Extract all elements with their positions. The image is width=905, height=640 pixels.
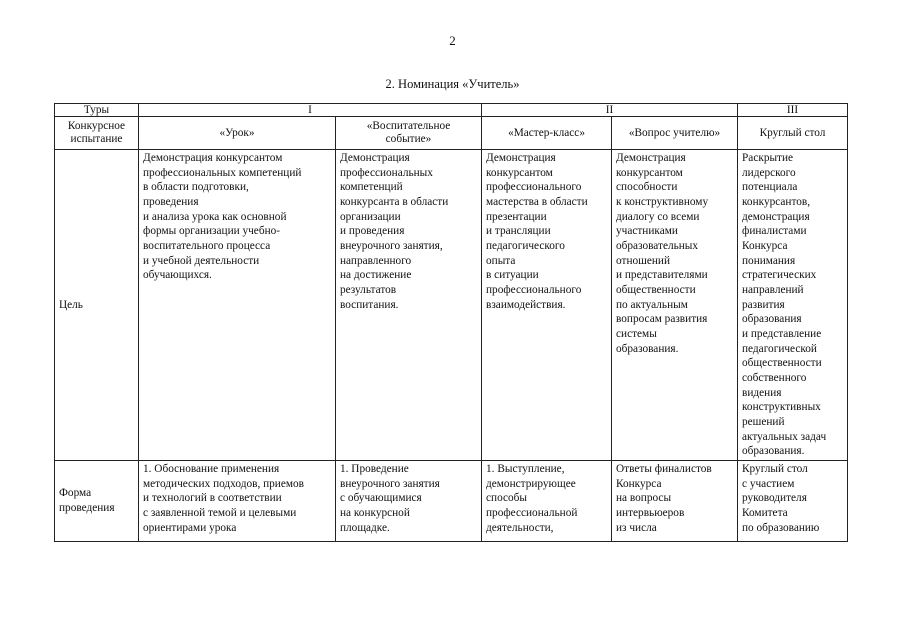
goal-label: Цель [55,150,139,461]
goal-cell: Демонстрация конкурсантом способности к конструктивному диалогу со всеми участниками образовательных отношений и представителями общественности по актуальным вопросам развития системы образования. [612,150,738,461]
competition-name-round-table: Круглый стол [738,117,848,150]
competition-name-educational-event: «Воспитательное событие» [336,117,482,150]
tours-row [55,104,848,117]
form-label: Форма проведения [55,461,139,542]
tour-3-header: III [738,104,848,117]
competition-name-question: «Вопрос учителю» [612,117,738,150]
competition-names-row [55,117,848,150]
competition-name-master-class: «Мастер-класс» [482,117,612,150]
nomination-table [54,103,848,542]
form-cell: 1. Обоснование применения методических подходов, приемов и технологий в соответствии с заявленной темой и целевыми ориентирами урока [139,461,336,542]
competition-label: Конкурсное испытание [55,117,139,150]
form-cell: 1. Выступление, демонстрирующее способы профессиональной деятельности, [482,461,612,542]
goal-cell: Раскрытие лидерского потенциала конкурсантов, демонстрация финалистами Конкурса понимания стратегических направлений развития образования и представление педагогической общественности собственного видения конструктивных решений актуальных задач образования. [738,150,848,461]
form-cell: Ответы финалистов Конкурса на вопросы интервьюеров из числа [612,461,738,542]
goal-cell: Демонстрация профессиональных компетенций конкурсанта в области организации и проведения внеурочного занятия, направленного на достижение результатов воспитания. [336,150,482,461]
goal-cell: Демонстрация конкурсантом профессиональных компетенций в области подготовки, проведения и анализа урока как основной формы организации учебно- воспитательного процесса и учебной деятельности обучающихся. [139,150,336,461]
competition-name-lesson: «Урок» [139,117,336,150]
section-heading: 2. Номинация «Учитель» [385,77,520,91]
tour-1-header: I [139,104,482,117]
goal-cell: Демонстрация конкурсантом профессионального мастерства в области презентации и трансляции педагогического опыта в ситуации профессионального взаимодействия. [482,150,612,461]
tour-2-header: II [482,104,738,117]
form-cell: Круглый стол с участием руководителя Комитета по образованию [738,461,848,542]
goal-row [55,150,848,461]
form-cell: 1. Проведение внеурочного занятия с обучающимися на конкурсной площадке. [336,461,482,542]
page-number: 2 [449,33,456,48]
form-row [55,461,848,542]
tours-label: Туры [55,104,139,117]
